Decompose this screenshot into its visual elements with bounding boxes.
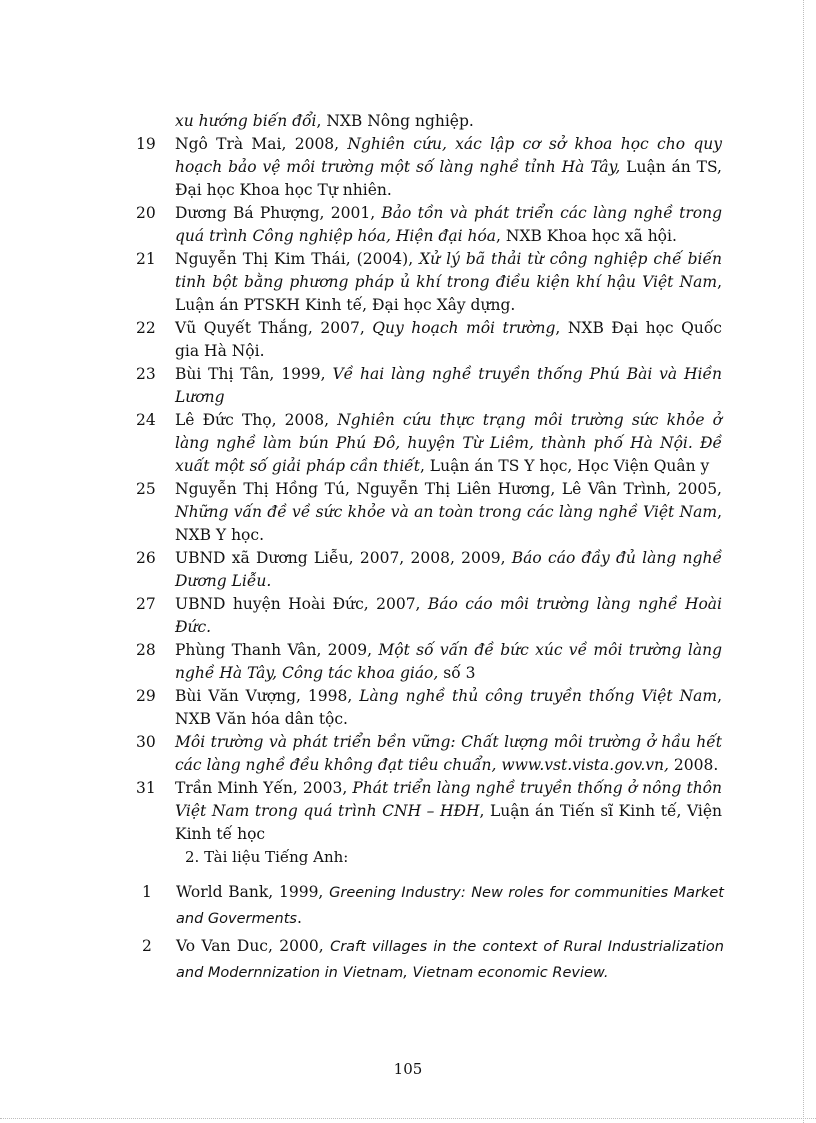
reference-title: Làng nghề thủ công truyền thống Việt Nam (359, 687, 718, 705)
reference-tail: . (296, 909, 302, 927)
reference-item (136, 478, 722, 547)
reference-author: Bùi Thị Tân, 1999, (175, 365, 333, 383)
reference-tail: , Luận án Tiến sĩ Kinh tế, Viện Kinh tế học (175, 802, 722, 843)
reference-item (136, 639, 722, 685)
reference-tail: 2008. (668, 756, 719, 774)
reference-title: Bảo tồn và phát triển các làng nghề trong quá trình Công nghiệp hóa, Hiện đại hóa (175, 204, 722, 245)
reference-title: Greening Industry: New roles for communities Market and Goverments (176, 885, 724, 927)
vietnamese-reference-list (136, 110, 722, 846)
reference-title: Craft villages in the context of Rural Industrialization and Modernnization in Vietnam, Vietnam economic Review. (176, 939, 724, 981)
reference-title: xu hướng biến đổi (175, 112, 317, 130)
reference-number: 31 (136, 779, 156, 797)
page-border-right (803, 0, 804, 1123)
reference-number: 21 (136, 250, 156, 268)
reference-title: Phát triển làng nghề truyền thống ở nông thôn Việt Nam trong quá trình CNH – HĐH (175, 779, 722, 820)
reference-number: 26 (136, 549, 156, 567)
reference-title: Nghiên cứu, xác lập cơ sở khoa học cho quy hoạch bảo vệ môi trường một số làng nghề tỉnh Hà Tây, (175, 135, 722, 176)
reference-author: Nguyễn Thị Kim Thái, (2004), (175, 250, 420, 268)
reference-item (136, 731, 722, 777)
reference-item (136, 133, 722, 202)
reference-number-blank (136, 110, 175, 133)
reference-title: Nghiên cứu thực trạng môi trường sức khỏe ở làng nghề làm bún Phú Đô, huyện Từ Liêm, thành phố Hà Nội. Đề xuất một số giải pháp cần thiết (175, 411, 722, 475)
reference-number: 28 (136, 641, 156, 659)
reference-item (138, 880, 724, 932)
reference-tail: , NXB Đại học Quốc gia Hà Nội. (175, 319, 722, 360)
reference-title: Báo cáo đầy đủ làng nghề Dương Liễu. (175, 549, 722, 590)
reference-author: Trần Minh Yến, 2003, (175, 779, 353, 797)
reference-title: Báo cáo môi trường làng nghề Hoài Đức. (175, 595, 723, 636)
reference-number: 19 (136, 135, 156, 153)
reference-item (136, 777, 722, 846)
section-heading-english-references: 2. Tài liệu Tiếng Anh: (185, 848, 349, 866)
reference-author: Ngô Trà Mai, 2008, (175, 135, 348, 153)
reference-item (136, 248, 722, 317)
reference-number: 24 (136, 411, 156, 429)
reference-tail: , NXB Văn hóa dân tộc. (175, 687, 723, 728)
reference-title: Xử lý bã thải từ công nghiệp chế biến tinh bột bằng phương pháp ủ khí trong điều kiện khí hậu Việt Nam (175, 250, 723, 291)
reference-author: Vo Van Duc, 2000, (176, 937, 331, 955)
reference-author: Vũ Quyết Thắng, 2007, (175, 319, 373, 337)
reference-tail: , NXB Khoa học xã hội. (496, 227, 677, 245)
reference-title: Những vấn đề về sức khỏe và an toàn trong các làng nghề Việt Nam (175, 503, 718, 521)
reference-tail: số 3 (438, 664, 476, 682)
reference-author: Dương Bá Phượng, 2001, (175, 204, 382, 222)
reference-number: 30 (136, 733, 156, 751)
reference-item (136, 409, 722, 478)
reference-tail: , Luận án PTSKH Kinh tế, Đại học Xây dựng. (175, 273, 722, 314)
reference-title: Môi trường và phát triển bền vững: Chất lượng môi trường ở hầu hết các làng nghề đều không đạt tiêu chuẩn, www.vst.vista.gov.vn, (175, 733, 722, 774)
reference-author: Phùng Thanh Vân, 2009, (175, 641, 379, 659)
english-reference-list (138, 880, 724, 988)
reference-number: 20 (136, 204, 156, 222)
reference-author: Lê Đức Thọ, 2008, (175, 411, 338, 429)
reference-number: 2 (142, 937, 152, 955)
reference-continuation (136, 110, 722, 133)
reference-item (138, 934, 724, 986)
reference-number: 27 (136, 595, 156, 613)
reference-number: 1 (142, 883, 152, 901)
reference-item (136, 685, 722, 731)
reference-item (136, 317, 722, 363)
reference-item (136, 363, 722, 409)
reference-author: Bùi Văn Vượng, 1998, (175, 687, 360, 705)
reference-item (136, 547, 722, 593)
reference-title: Về hai làng nghề truyền thống Phú Bài và Hiền Lương (175, 365, 723, 406)
reference-number: 25 (136, 480, 156, 498)
page-border-bottom (0, 1118, 816, 1119)
reference-author: World Bank, 1999, (176, 883, 330, 901)
reference-item (136, 593, 722, 639)
reference-tail: , Luận án TS Y học, Học Viện Quân y (419, 457, 710, 475)
page-number: 105 (393, 1060, 423, 1078)
reference-number: 22 (136, 319, 156, 337)
reference-title: Quy hoạch môi trường (372, 319, 556, 337)
reference-tail: , NXB Y học. (175, 503, 722, 544)
reference-author: UBND xã Dương Liễu, 2007, 2008, 2009, (175, 549, 512, 567)
reference-author: UBND huyện Hoài Đức, 2007, (175, 595, 428, 613)
reference-item (136, 202, 722, 248)
reference-number: 23 (136, 365, 156, 383)
reference-tail: , NXB Nông nghiệp. (316, 112, 474, 130)
reference-number: 29 (136, 687, 156, 705)
reference-title: Một số vấn đề bức xúc về môi trường làng nghề Hà Tây, Công tác khoa giáo, (175, 641, 722, 682)
reference-tail: Luận án TS, Đại học Khoa học Tự nhiên. (175, 158, 722, 199)
reference-author: Nguyễn Thị Hồng Tú, Nguyễn Thị Liên Hương, Lê Vân Trình, 2005, (175, 480, 722, 498)
